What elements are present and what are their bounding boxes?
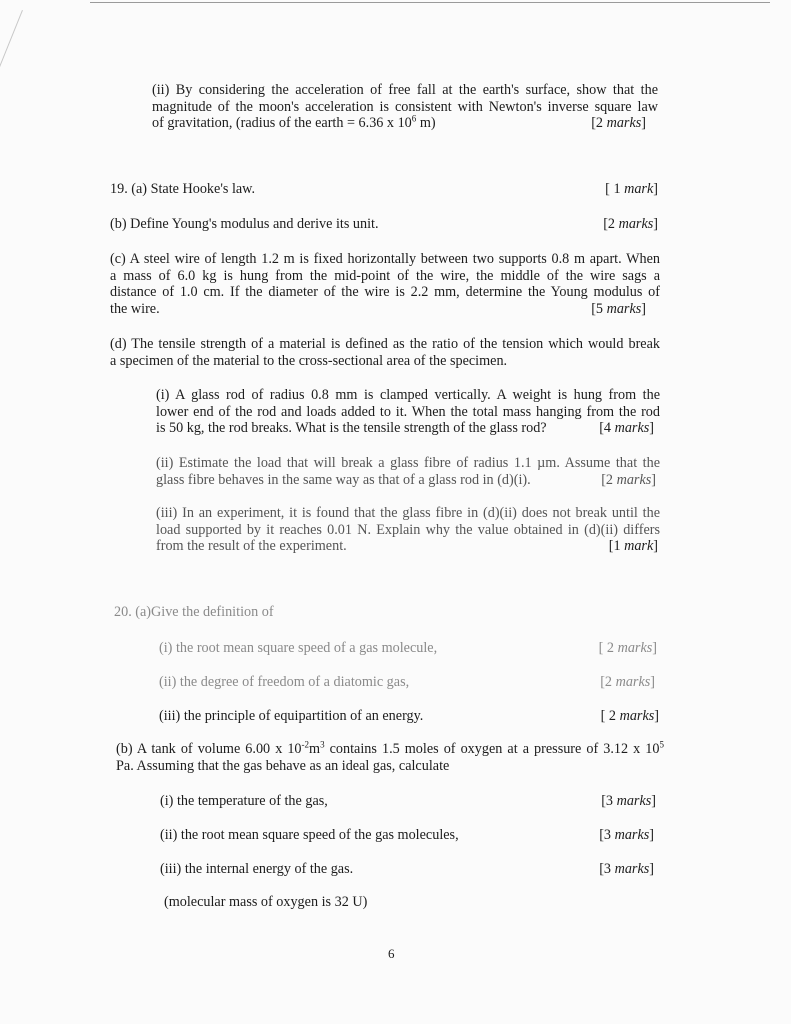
q20-bi-marks: [3 marks] (601, 793, 656, 809)
q19-a-marks: [ 1 mark] (605, 181, 658, 197)
q20-b-line-2: Pa. Assuming that the gas behave as an ideal gas, calculate (116, 757, 450, 774)
q18-ii-line-1: (ii) By considering the acceleration of free fall at the earth's surface, show that the (152, 82, 658, 98)
q18-part-ii (152, 82, 658, 132)
q20-part-a-iii: (iii) the principle of equipartition of an energy. [ 2 marks] (159, 708, 659, 724)
q19-di-line-2: lower end of the rod and loads added to it. When the total mass hanging from the rod (156, 403, 660, 420)
q19-b-marks: [2 marks] (603, 216, 658, 232)
scan-edge-line (90, 2, 770, 3)
q19-d-line-1: (d) The tensile strength of a material is defined as the ratio of the tension which would break (110, 336, 660, 352)
q19-diii-line-1: (iii) In an experiment, it is found that the glass fibre in (d)(ii) does not break until the (156, 505, 660, 521)
q20-part-b-iii: (iii) the internal energy of the gas. [3 marks] (160, 861, 654, 877)
q19-c-line-1: (c) A steel wire of length 1.2 m is fixed horizontally between two supports 0.8 m apart. When (110, 251, 660, 267)
q18-ii-marks: [2 marks] (591, 115, 646, 131)
q19-part-b (110, 216, 658, 233)
q19-diii-marks: [1 mark] (608, 538, 658, 554)
q19-part-d-iii (156, 505, 660, 555)
q19-di-line-3: is 50 kg, the rod breaks. What is the tensile strength of the glass rod? [4 marks] (156, 420, 654, 436)
q18-ii-line-2: magnitude of the moon's acceleration is consistent with Newton's inverse square law (152, 98, 658, 115)
scan-fold-line (0, 10, 23, 168)
q19-d-line-2: a specimen of the material to the cross-sectional area of the specimen. (110, 352, 508, 369)
q19-dii-line-1: (ii) Estimate the load that will break a glass fibre of radius 1.1 µm. Assume that the (156, 455, 660, 471)
q19-c-marks: [5 marks] (591, 300, 646, 317)
q20-part-a-i: (i) the root mean square speed of a gas molecule, [ 2 marks] (159, 640, 657, 656)
q20-part-b-ii: (ii) the root mean square speed of the gas molecules, [3 marks] (160, 827, 654, 843)
q20-part-a-ii: (ii) the degree of freedom of a diatomic gas, [2 marks] (159, 674, 655, 690)
q19-a-text: 19. (a) State Hooke's law. (110, 181, 256, 197)
q19-c-line-4: the wire. [5 marks] (110, 300, 646, 317)
q20-part-a: 20. (a)Give the definition of (114, 604, 274, 620)
page-number: 6 (388, 946, 395, 961)
q19-part-d-ii (156, 455, 660, 488)
q19-part-d-i (156, 387, 660, 437)
q18-ii-line-3 (152, 115, 658, 132)
q20-b-line-1: (b) A tank of volume 6.00 x $10^{-2}m^3$ contains 1.5 moles of oxygen at a pressure of 3.12 x $10^5$ (116, 739, 664, 757)
q20-part-b-i: (i) the temperature of the gas, [3 marks] (160, 793, 656, 809)
q19-part-a (110, 181, 658, 198)
q20-aii-marks: [2 marks] (600, 674, 655, 690)
q19-dii-line-2: glass fibre behaves in the same way as that of a glass rod in (d)(i). [2 marks] (156, 471, 656, 488)
q20-note: (molecular mass of oxygen is 32 U) (164, 894, 368, 910)
q19-dii-marks: [2 marks] (601, 471, 656, 488)
q20-bii-marks: [3 marks] (599, 827, 654, 843)
q19-b-text: (b) Define Young's modulus and derive its unit. (110, 216, 379, 232)
q19-part-c (110, 251, 660, 317)
q19-c-line-3: distance of 1.0 cm. If the diameter of the wire is 2.2 mm, determine the Young modulus of (110, 284, 660, 300)
q20-biii-marks: [3 marks] (599, 861, 654, 877)
q19-part-d (110, 336, 660, 369)
q20-ai-marks: [ 2 marks] (598, 640, 657, 656)
q20-aiii-marks: [ 2 marks] (600, 708, 659, 724)
q19-di-line-1: (i) A glass rod of radius 0.8 mm is clamped vertically. A weight is hung from the (156, 387, 660, 403)
q19-di-marks: [4 marks] (599, 420, 654, 436)
q18-ii-line-3-text: of gravitation, (radius of the earth = 6.36 x $10^6$ m) (152, 113, 436, 131)
q20-part-b (116, 741, 664, 774)
q19-diii-line-2: load supported by it reaches 0.01 N. Explain why the value obtained in (d)(ii) differs (156, 521, 660, 538)
q19-c-line-2: a mass of 6.0 kg is hung from the mid-point of the wire, the middle of the wire sags a (110, 267, 660, 284)
q19-diii-line-3: from the result of the experiment. [1 mark] (156, 538, 658, 554)
